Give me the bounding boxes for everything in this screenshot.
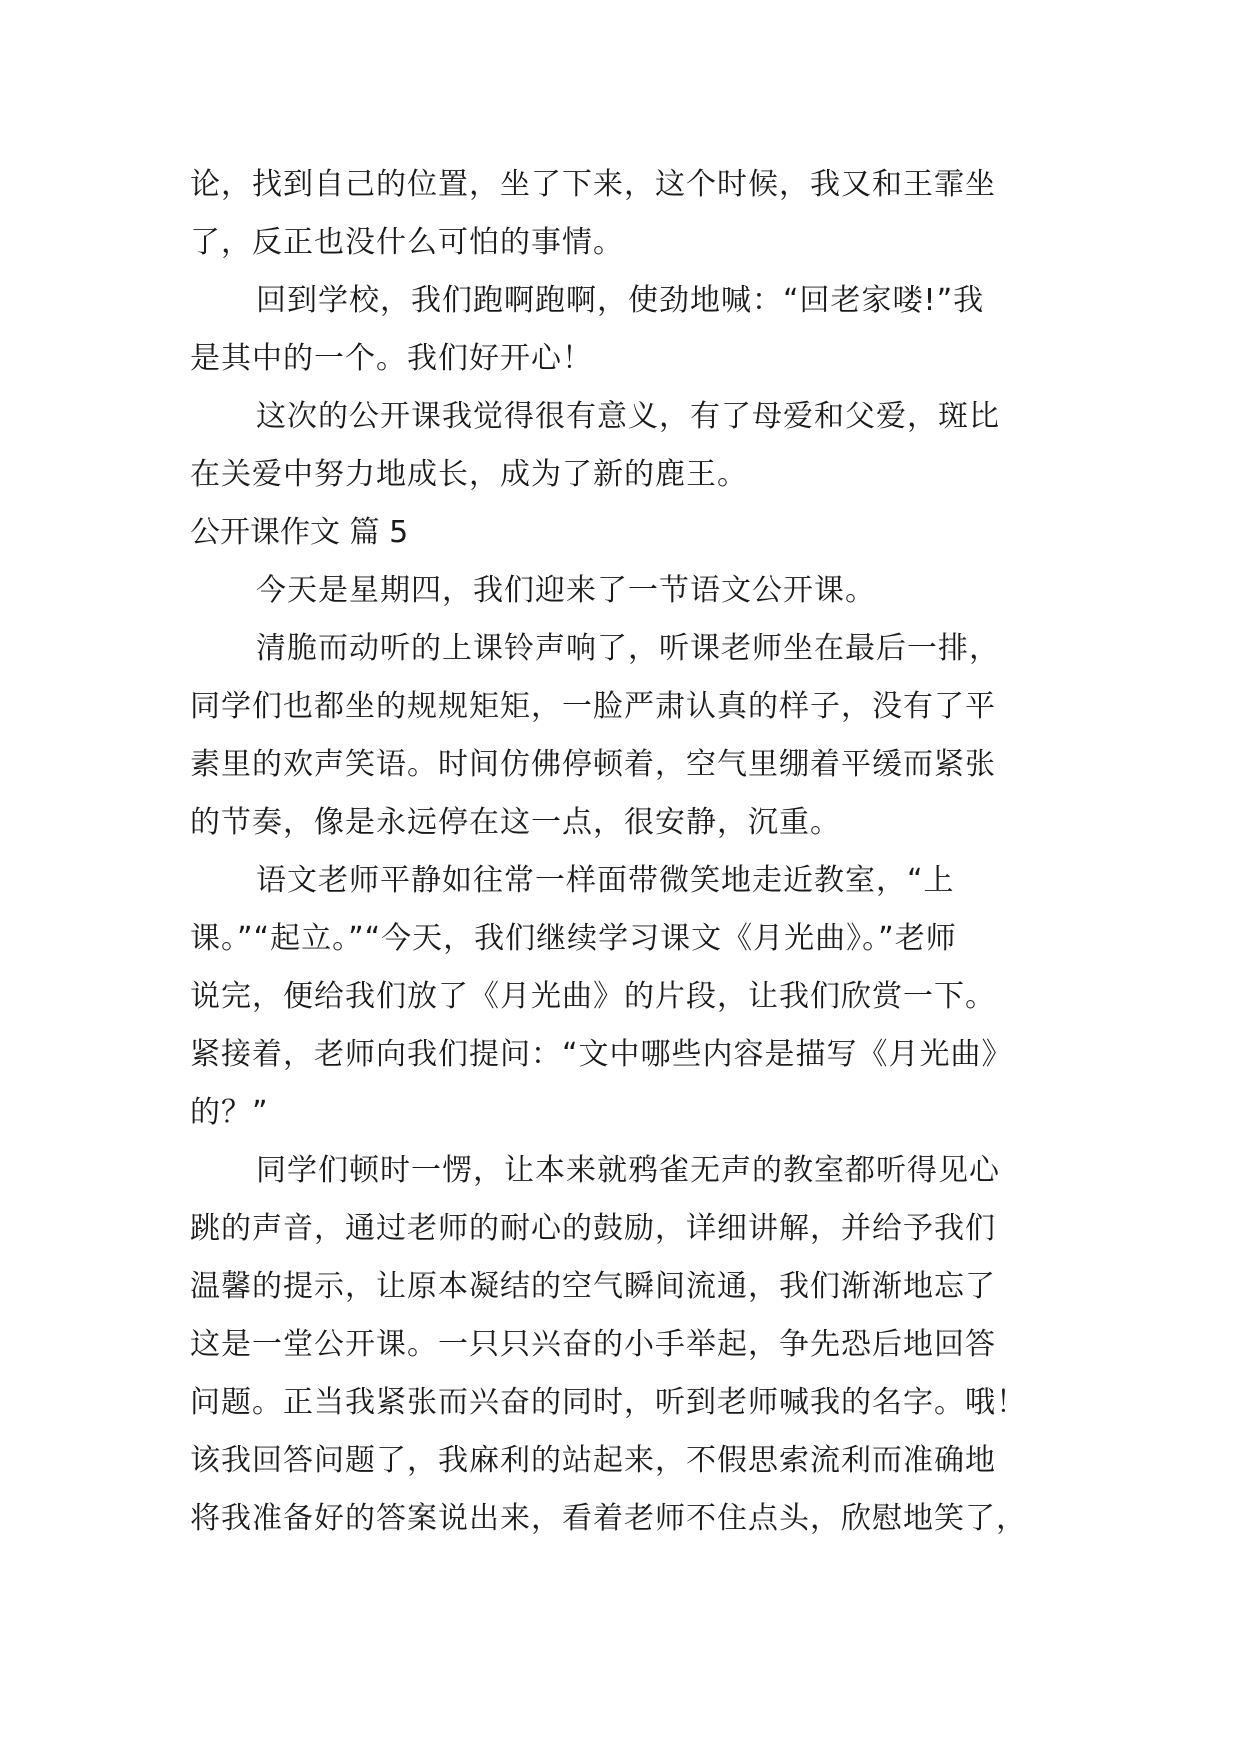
paragraph-line: 跳的声音，通过老师的耐心的鼓励，详细讲解，并给予我们	[190, 1211, 996, 1246]
paragraph-line: 同学们也都坐的规规矩矩，一脸严肃认真的样子，没有了平	[190, 689, 996, 724]
paragraph-line: 语文老师平静如往常一样面带微笑地走近教室，“上	[256, 863, 955, 898]
paragraph-line: 素里的欢声笑语。时间仿佛停顿着，空气里绷着平缓而紧张	[190, 747, 996, 782]
paragraph-line: 说完，便给我们放了《月光曲》的片段，让我们欣赏一下。	[190, 979, 996, 1014]
paragraph-line: 同学们顿时一愣，让本来就鸦雀无声的教室都听得见心	[256, 1153, 1000, 1188]
paragraph-line: 问题。正当我紧张而兴奋的同时，听到老师喊我的名字。哦！	[190, 1385, 1027, 1420]
paragraph-line: 论，找到自己的位置，坐了下来，这个时候，我又和王霏坐	[190, 167, 996, 202]
paragraph-line: 该我回答问题了，我麻利的站起来，不假思索流利而准确地	[190, 1443, 996, 1478]
paragraph-line: 的节奏，像是永远停在这一点，很安静，沉重。	[190, 805, 841, 840]
paragraph-line: 课。”“起立。”“今天，我们继续学习课文《月光曲》。”老师	[190, 921, 957, 956]
paragraph-line: 清脆而动听的上课铃声响了，听课老师坐在最后一排，	[256, 631, 1000, 666]
paragraph	[190, 156, 1060, 272]
paragraph-line: 是其中的一个。我们好开心！	[190, 341, 593, 376]
paragraph-line: 紧接着，老师向我们提问：“文中哪些内容是描写《月光曲》	[190, 1037, 1013, 1072]
paragraph-line: 这是一堂公开课。一只只兴奋的小手举起，争先恐后地回答	[190, 1327, 996, 1362]
paragraph-line: 在关爱中努力地成长，成为了新的鹿王。	[190, 457, 748, 492]
paragraph	[190, 620, 1060, 852]
section-heading: 公开课作文 篇 5	[190, 515, 409, 550]
paragraph	[190, 852, 1060, 1142]
paragraph-line: 将我准备好的答案说出来，看着老师不住点头，欣慰地笑了，	[190, 1501, 1027, 1536]
paragraph	[190, 1142, 1060, 1548]
paragraph-line: 回到学校，我们跑啊跑啊，使劲地喊：“回老家喽!”我	[256, 283, 985, 318]
paragraph	[190, 562, 1060, 620]
document-body	[190, 156, 1060, 1548]
paragraph-line: 这次的公开课我觉得很有意义，有了母爱和父爱，斑比	[256, 399, 1000, 434]
paragraph-line: 温馨的提示，让原本凝结的空气瞬间流通，我们渐渐地忘了	[190, 1269, 996, 1304]
paragraph-line: 的？”	[190, 1095, 269, 1130]
paragraph-line: 今天是星期四，我们迎来了一节语文公开课。	[256, 573, 876, 608]
paragraph	[190, 388, 1060, 504]
paragraph-line: 了，反正也没什么可怕的事情。	[190, 225, 624, 260]
paragraph	[190, 272, 1060, 388]
